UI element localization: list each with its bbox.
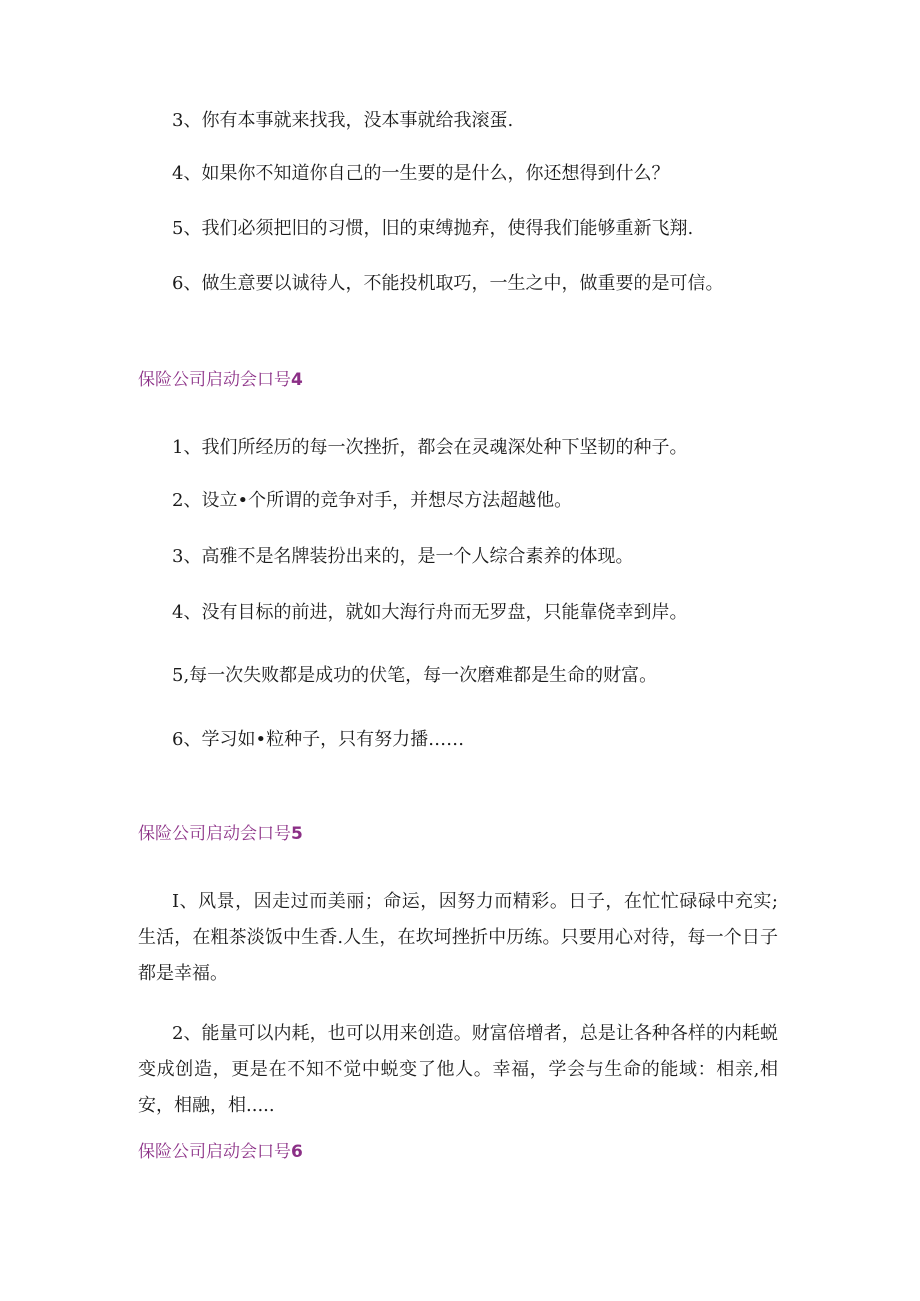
section-heading-5 — [138, 826, 303, 843]
list-item: 1、我们所经历的每一次挫折，都会在灵魂深处种下坚韧的种子。 — [172, 437, 688, 458]
list-item: 4、如果你不知道你自己的一生要的是什么，你还想得到什么？ — [172, 163, 670, 184]
paragraph: I、风景，因走过而美丽；命运，因努力而精彩。日子，在忙忙碌碌中充实;生活，在粗茶淡饭中生香.人生，在坎坷挫折中历练。只要用心对待，每一个日子都是幸福。 — [138, 891, 778, 984]
list-item: 6、做生意要以诚待人，不能投机取巧，一生之中，做重要的是可信。 — [172, 273, 724, 294]
heading-number: 4 — [291, 370, 303, 390]
list-item: 2、设立•个所谓的竞争对手，并想尽方法超越他。 — [172, 490, 573, 511]
heading-number: 5 — [291, 824, 303, 844]
list-item: 3、高雅不是名牌装扮出来的，是一个人综合素养的体现。 — [172, 546, 634, 567]
list-item: 5,每一次失败都是成功的伏笔，每一次磨难都是生命的财富。 — [172, 665, 658, 686]
heading-text: 保险公司启动会口号 — [138, 370, 291, 390]
section-heading-4 — [138, 372, 303, 389]
list-item: 5、我们必须把旧的习惯，旧的束缚抛弃，使得我们能够重新飞翔. — [172, 218, 694, 239]
heading-text: 保险公司启动会口号 — [138, 1142, 291, 1162]
heading-text: 保险公司启动会口号 — [138, 824, 291, 844]
paragraph: 2、能量可以内耗，也可以用来创造。财富倍增者，总是让各种各样的内耗蜕变成创造，更是在不知不觉中蜕变了他人。幸福，学会与生命的能域：相亲,相安，相融，相..... — [138, 1023, 778, 1116]
section-heading-6 — [138, 1144, 303, 1161]
heading-number: 6 — [291, 1142, 303, 1162]
list-item: 3、你有本事就来找我，没本事就给我滚蛋. — [172, 110, 514, 131]
list-item: 4、没有目标的前进，就如大海行舟而无罗盘，只能靠侥幸到岸。 — [172, 602, 688, 623]
list-item: 6、学习如•粒种子，只有努力播…… — [172, 729, 465, 750]
